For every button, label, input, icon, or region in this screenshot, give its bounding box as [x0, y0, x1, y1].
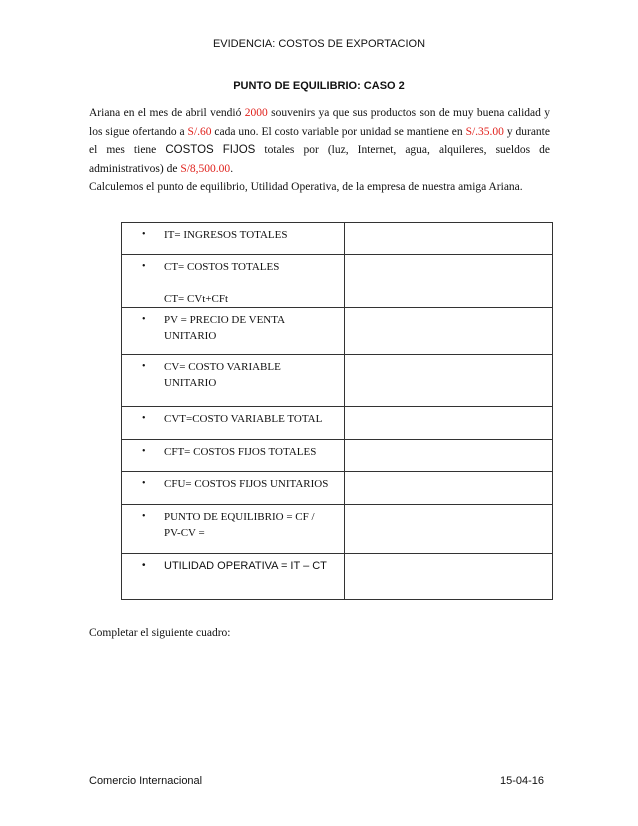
bullet-icon: • [142, 361, 146, 372]
table-row [122, 255, 553, 308]
intro-text-2: souvenirs ya que sus productos son de muy buena calidad y los sigue ofertando a [89, 107, 550, 138]
list-item [122, 505, 344, 541]
intro-paragraph [89, 104, 550, 197]
answer-cell[interactable] [344, 223, 552, 255]
formula-line: CFU= COSTOS FIJOS UNITARIOS [164, 478, 329, 490]
list-item [122, 407, 344, 427]
answer-cell[interactable] [344, 505, 552, 554]
table-row [122, 355, 553, 407]
bullet-icon: • [142, 446, 146, 457]
formula-text [164, 227, 338, 243]
formula-line: CT= COSTOS TOTALES [164, 261, 280, 273]
page-subtitle: PUNTO DE EQUILIBRIO: CASO 2 [233, 80, 405, 92]
formula-cell [122, 505, 345, 554]
formula-line: PV-CV = [164, 527, 205, 539]
list-item [122, 255, 344, 307]
formula-line: UNITARIO [164, 330, 217, 342]
formula-cell [122, 255, 345, 308]
intro-line-2: Calculemos el punto de equilibrio, Utilidad Operativa, de la empresa de nuestra amiga Ariana. [89, 181, 523, 193]
list-item [122, 223, 344, 243]
footer-course: Comercio Internacional [89, 775, 203, 787]
formula-line: UNITARIO [164, 377, 217, 389]
table-row [122, 472, 553, 505]
table-row [122, 554, 553, 600]
bullet-icon: • [142, 413, 146, 424]
formula-cell [122, 223, 345, 255]
costos-word: COSTOS [165, 144, 214, 156]
complete-instruction: Completar el siguiente cuadro: [89, 627, 231, 639]
bullet-icon: • [142, 560, 146, 571]
list-item [122, 308, 344, 344]
unit-price: S/.60 [187, 125, 212, 138]
page-header: EVIDENCIA: COSTOS DE EXPORTACION [212, 38, 426, 50]
answer-cell[interactable] [344, 554, 552, 600]
footer-date: 15-04-16 [500, 775, 545, 787]
formula-text [164, 558, 338, 574]
formula-cell [122, 472, 345, 505]
answer-cell[interactable] [344, 255, 552, 308]
answer-cell[interactable] [344, 308, 552, 355]
bullet-icon: • [142, 229, 146, 240]
list-item [122, 440, 344, 460]
formula-line: CV= COSTO VARIABLE [164, 361, 281, 373]
table-row [122, 505, 553, 554]
table-row [122, 407, 553, 440]
list-item [122, 355, 344, 391]
variable-cost: S/.35.00 [465, 125, 504, 138]
list-item [122, 472, 344, 492]
formula-line: IT= INGRESOS TOTALES [164, 229, 288, 241]
intro-text-1: Ariana en el mes de abril vendió [89, 107, 245, 119]
formula-text [164, 476, 338, 492]
table-row [122, 223, 553, 255]
bullet-icon: • [142, 478, 146, 489]
formula-cell [122, 308, 345, 355]
formula-line: CVT=COSTO VARIABLE TOTAL [164, 413, 323, 425]
formula-line: PV = PRECIO DE VENTA [164, 314, 286, 326]
table-row [122, 440, 553, 472]
answer-cell[interactable] [344, 407, 552, 440]
list-item [122, 554, 344, 574]
formula-text [164, 411, 338, 427]
formula-text [164, 444, 338, 460]
formula-cell [122, 440, 345, 472]
formula-line: PUNTO DE EQUILIBRIO = CF / [164, 511, 315, 523]
answer-cell[interactable] [344, 472, 552, 505]
formula-table [121, 222, 553, 600]
formula-line: CFT= COSTOS FIJOS TOTALES [164, 446, 317, 458]
units-sold: 2000 [244, 107, 268, 119]
answer-cell[interactable] [344, 440, 552, 472]
table-row [122, 308, 553, 355]
bullet-icon: • [142, 314, 146, 325]
intro-text [89, 104, 550, 178]
intro-text-6: . [230, 162, 234, 175]
formula-line: CT= CVt+CFt [164, 293, 229, 305]
formula-text [164, 359, 338, 391]
formula-cell [122, 407, 345, 440]
formula-line: UTILIDAD OPERATIVA = IT – CT [164, 560, 327, 572]
intro-text-4: y durante el mes tiene [89, 125, 550, 156]
intro-text-5: totales por (luz, Internet, agua, alquileres, sueldos de administrativos) de [89, 144, 550, 175]
intro-text-3: cada uno. El costo variable por unidad se mantiene en [211, 125, 466, 138]
formula-cell [122, 554, 345, 600]
bullet-icon: • [142, 261, 146, 272]
formula-cell [122, 355, 345, 407]
answer-cell[interactable] [344, 355, 552, 407]
formula-text [164, 259, 338, 307]
formula-text [164, 312, 338, 344]
fixed-cost-total: S/8,500.00 [180, 162, 231, 175]
bullet-icon: • [142, 511, 146, 522]
formula-line [164, 275, 338, 291]
fijos-word: FIJOS [222, 144, 256, 156]
formula-text [164, 509, 338, 541]
